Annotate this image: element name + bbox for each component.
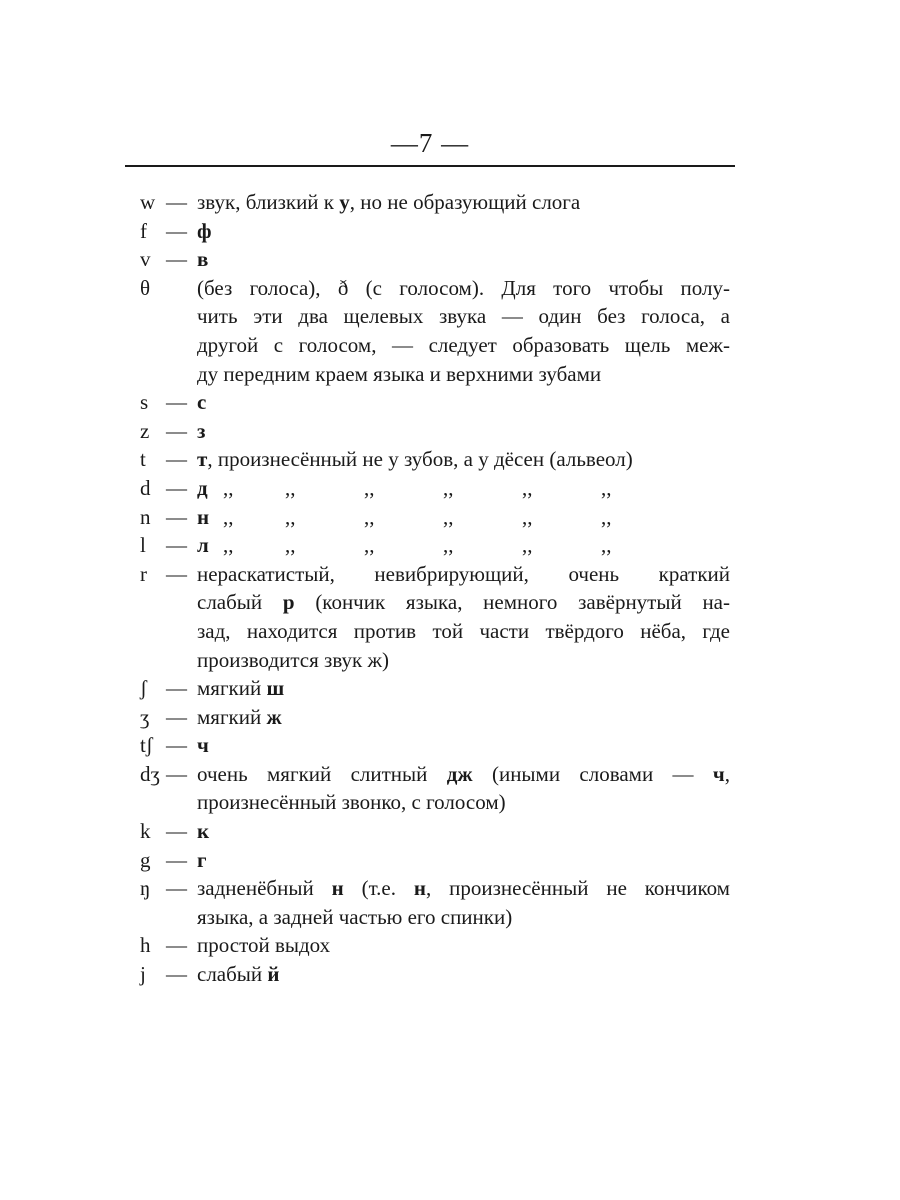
description-line: слабый й xyxy=(197,962,280,987)
entry-description xyxy=(197,560,730,674)
description-line: т, произнесённый не у зубов, а у дёсен (альвеол) xyxy=(197,447,633,472)
entry-dash: — xyxy=(166,218,187,243)
entry-dash: — xyxy=(166,447,187,472)
entry-row xyxy=(140,846,730,875)
description-line: мягкий ж xyxy=(197,704,282,729)
entry-dash: — xyxy=(166,847,187,872)
entry-row xyxy=(140,388,730,417)
ditto-mark: ,, xyxy=(223,504,234,529)
ditto-mark: ,, xyxy=(443,504,454,529)
russian-equivalent: с xyxy=(197,390,207,415)
phonetic-symbol: r xyxy=(140,561,147,586)
description-line xyxy=(197,245,730,274)
entry-description xyxy=(197,931,730,960)
entry-dash: — xyxy=(166,247,187,272)
entry-dash: — xyxy=(166,761,187,786)
entry-description xyxy=(197,245,730,274)
description-line xyxy=(197,388,730,417)
entry-dash: — xyxy=(166,962,187,987)
entry-description xyxy=(197,417,730,446)
ditto-mark: ,, xyxy=(364,504,375,529)
description-line: производится звук ж) xyxy=(197,647,389,672)
phonetic-symbol: t xyxy=(140,447,146,472)
russian-equivalent: ш xyxy=(266,676,285,701)
entry-row xyxy=(140,931,730,960)
phonetic-symbol: tʃ xyxy=(140,733,153,758)
header-rule xyxy=(125,165,735,167)
entry-row xyxy=(140,274,730,388)
entry-row xyxy=(140,417,730,446)
description-line: (без голоса), ð (с голосом). Для того чтобы полу- xyxy=(197,275,730,300)
description-line: простой выдох xyxy=(197,933,331,958)
entry-row xyxy=(140,560,730,674)
russian-equivalent: й xyxy=(267,962,280,987)
ditto-mark: ,, xyxy=(285,475,296,500)
phonetic-symbol: l xyxy=(140,533,146,558)
ditto-mark: ,, xyxy=(522,533,533,558)
entry-dash: — xyxy=(166,819,187,844)
phonetic-symbol: k xyxy=(140,819,151,844)
entry-description xyxy=(197,874,730,931)
ditto-mark: ,, xyxy=(223,475,234,500)
entry-row xyxy=(140,731,730,760)
description-line: очень мягкий слитный дж (иными словами — ч, xyxy=(197,761,730,786)
description-line: ду передним краем языка и верхними зубами xyxy=(197,361,602,386)
entry-description xyxy=(197,531,730,560)
description-line: другой с голосом, — следует образовать щель меж- xyxy=(197,332,730,357)
russian-equivalent: в xyxy=(197,247,209,272)
entry-description xyxy=(197,817,730,846)
ditto-mark: ,, xyxy=(364,475,375,500)
entry-dash: — xyxy=(166,676,187,701)
phonetic-symbol: f xyxy=(140,218,147,243)
ditto-mark: ,, xyxy=(601,475,612,500)
description-line: слабый р (кончик языка, немного завёрнутый на- xyxy=(197,590,730,615)
description-line: зад, находится против той части твёрдого нёба, где xyxy=(197,618,730,643)
entry-description xyxy=(197,960,730,989)
russian-equivalent: у xyxy=(339,190,350,214)
entry-description xyxy=(197,217,730,246)
ditto-mark: ,, xyxy=(601,504,612,529)
phonetic-symbol: g xyxy=(140,847,151,872)
ditto-mark: ,, xyxy=(285,504,296,529)
description-line: мягкий ш xyxy=(197,676,285,701)
ditto-mark: ,, xyxy=(223,533,234,558)
phonetic-symbol: dʒ xyxy=(140,761,160,786)
entry-description xyxy=(197,188,730,217)
ditto-mark: ,, xyxy=(364,533,375,558)
description-line xyxy=(197,731,730,760)
phonetic-symbol: d xyxy=(140,475,151,500)
entry-dash: — xyxy=(166,933,187,958)
entry-row xyxy=(140,703,730,732)
phonetic-symbol: z xyxy=(140,418,150,443)
ditto-mark: ,, xyxy=(443,533,454,558)
russian-equivalent: р xyxy=(282,590,295,615)
entry-dash: — xyxy=(166,504,187,529)
entry-row xyxy=(140,474,730,503)
russian-equivalent: н xyxy=(197,504,210,529)
entry-row xyxy=(140,445,730,474)
entry-dash: — xyxy=(166,876,187,901)
description-line: задненёбный н (т.е. н, произнесённый не кончиком xyxy=(197,876,730,901)
russian-equivalent: т xyxy=(197,447,208,472)
russian-equivalent: ж xyxy=(266,704,282,729)
entry-description xyxy=(197,846,730,875)
entry-description xyxy=(197,388,730,417)
page-number: —7 — xyxy=(390,128,470,158)
entry-description xyxy=(197,274,730,388)
entry-dash: — xyxy=(166,733,187,758)
entry-row xyxy=(140,960,730,989)
phonetic-symbol: v xyxy=(140,247,151,272)
description-line xyxy=(197,846,730,875)
description-line: произнесённый звонко, с голосом) xyxy=(197,790,506,815)
entry-row xyxy=(140,760,730,817)
russian-equivalent: д xyxy=(197,475,208,500)
entry-dash: — xyxy=(166,533,187,558)
russian-equivalent: г xyxy=(197,847,207,872)
ditto-mark: ,, xyxy=(522,475,533,500)
russian-equivalent: дж xyxy=(446,761,473,786)
entry-description xyxy=(197,731,730,760)
entry-description xyxy=(197,445,730,474)
phonetic-symbol: ʒ xyxy=(140,704,150,729)
entry-description xyxy=(197,760,730,817)
entry-dash: — xyxy=(166,475,187,500)
russian-equivalent: ф xyxy=(197,218,212,243)
description-line xyxy=(197,417,730,446)
russian-equivalent: н xyxy=(413,876,426,901)
phonetic-symbol: s xyxy=(140,390,149,415)
description-line xyxy=(197,217,730,246)
russian-equivalent: ч xyxy=(197,733,209,758)
phonetic-symbol: j xyxy=(140,962,146,987)
phonetic-symbol: ŋ xyxy=(140,876,151,901)
entry-row xyxy=(140,874,730,931)
russian-equivalent: з xyxy=(197,418,206,443)
description-line: языка, а задней частью его спинки) xyxy=(197,904,513,929)
phonetic-symbol: θ xyxy=(140,275,151,300)
phonetic-symbol: ʃ xyxy=(140,676,147,701)
phonetic-symbol: n xyxy=(140,504,151,529)
russian-equivalent: к xyxy=(197,819,210,844)
russian-equivalent: н xyxy=(331,876,344,901)
russian-equivalent: ч xyxy=(712,761,725,786)
entry-row xyxy=(140,817,730,846)
entry-description xyxy=(197,474,730,503)
entry-description xyxy=(197,503,730,532)
russian-equivalent: л xyxy=(197,533,209,558)
phonetic-symbol: w xyxy=(140,190,156,214)
entry-description xyxy=(197,674,730,703)
entry-row xyxy=(140,188,730,217)
description-line: чить эти два щелевых звука — один без голоса, а xyxy=(197,304,730,329)
ditto-mark: ,, xyxy=(443,475,454,500)
entry-description xyxy=(197,703,730,732)
ditto-mark: ,, xyxy=(601,533,612,558)
description-line: звук, близкий к у, но не образующий слога xyxy=(197,190,581,214)
entry-dash: — xyxy=(166,704,187,729)
description-line xyxy=(197,817,730,846)
ditto-mark: ,, xyxy=(522,504,533,529)
entry-row xyxy=(140,503,730,532)
entry-dash: — xyxy=(166,418,187,443)
ditto-mark: ,, xyxy=(285,533,296,558)
entry-row xyxy=(140,674,730,703)
entry-dash: — xyxy=(166,390,187,415)
entry-dash: — xyxy=(166,561,187,586)
phonetic-symbol: h xyxy=(140,933,151,958)
entry-row xyxy=(140,531,730,560)
entry-dash: — xyxy=(166,190,187,214)
entry-row xyxy=(140,217,730,246)
entry-row xyxy=(140,245,730,274)
description-line: нераскатистый, невибрирующий, очень краткий xyxy=(197,561,730,586)
phonetic-entries-list xyxy=(140,188,730,989)
